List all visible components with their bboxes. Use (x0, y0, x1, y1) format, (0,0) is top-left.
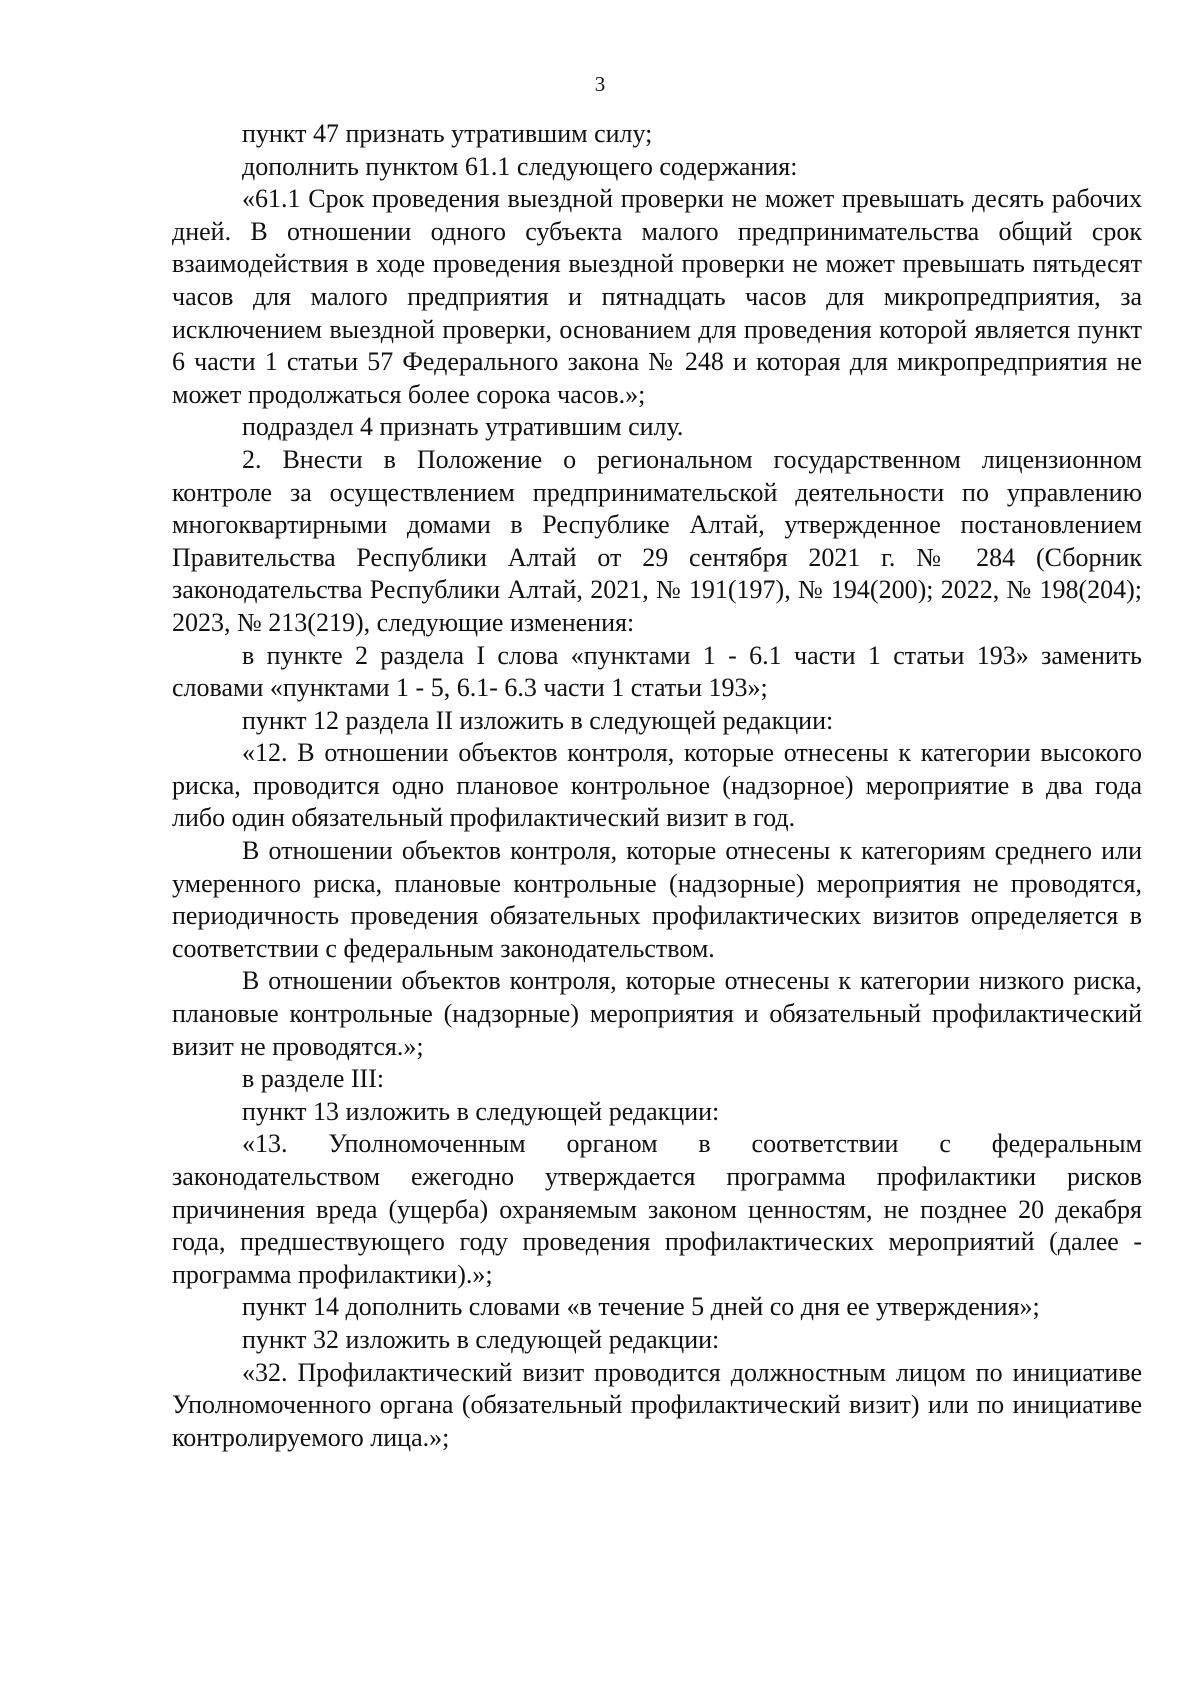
paragraph-item-32-intro: пункт 32 изложить в следующей редакции: (242, 1324, 720, 1354)
paragraph-item-12-medium-risk: В отношении объектов контроля, которые отнесены к категориям среднего или умеренного риска, плановые контрольные (надзорные) мероприятия не проводятся, периодичность проведения обязательных профилактических визитов определяется в соответствии с федеральным законодательством. (172, 836, 1142, 963)
paragraph-item-13-intro: пункт 13 изложить в следующей редакции: (242, 1096, 720, 1126)
paragraph-item-2-section-1: в пункте 2 раздела I слова «пунктами 1 - 6.1 части 1 статьи 193» заменить словами «пунктами 1 - 5, 6.1- 6.3 части 1 статьи 193»; (172, 640, 1142, 703)
page-number: 3 (594, 72, 606, 96)
paragraph-item-12-low-risk: В отношении объектов контроля, которые отнесены к категории низкого риска, плановые контрольные (надзорные) мероприятия и обязательный профилактический визит не проводятся.»; (172, 966, 1142, 1061)
paragraph-item-61-1-text: «61.1 Срок проведения выездной проверки не может превышать десять рабочих дней. В отношении одного субъекта малого предпринимательства общий срок взаимодействия в ходе проведения выездной проверки не может превышать пятьдесят часов для малого предприятия и пятнадцать часов для микропредприятия, за исключением выездной проверки, основанием для проведения которой является пункт 6 части 1 статьи 57 Федерального закона № 248 и которая для микропредприятия не может продолжаться более сорока часов.»; (172, 184, 1142, 409)
paragraph-item-12-high-risk: «12. В отношении объектов контроля, которые отнесены к категории высокого риска, проводится одно плановое контрольное (надзорное) мероприятие в два года либо один обязательный профилактический визит в год. (172, 738, 1142, 833)
paragraph-section-2-amendments: 2. Внести в Положение о региональном государственном лицензионном контроле за осуществлением предпринимательской деятельности по управлению многоквартирными домами в Республике Алтай, утвержденное постановлением Правительства Республики Алтай от 29 сентября 2021 г. № 284 (Сборник законодательства Республики Алтай, 2021, № 191(197), № 194(200); 2022, № 198(204); 2023, № 213(219), следующие изменения: (172, 444, 1142, 637)
paragraph-item-14: пункт 14 дополнить словами «в течение 5 дней со дня ее утверждения»; (242, 1292, 1040, 1322)
paragraph-section-3: в разделе III: (242, 1064, 385, 1094)
paragraph-add-item-61-1: дополнить пунктом 61.1 следующего содержания: (242, 151, 798, 181)
paragraph-item-47-repeal: пункт 47 признать утратившим силу; (242, 119, 653, 148)
paragraph-subsection-4-repeal: подраздел 4 признать утратившим силу. (242, 412, 684, 442)
document-body (172, 118, 1142, 1454)
paragraph-item-32-text: «32. Профилактический визит проводится должностным лицом по инициативе Уполномоченного органа (обязательный профилактический визит) или по инициативе контролируемого лица.»; (172, 1357, 1142, 1452)
paragraph-item-12-intro: пункт 12 раздела II изложить в следующей редакции: (242, 705, 834, 735)
paragraph-item-13-text: «13. Уполномоченным органом в соответствии с федеральным законодательством ежегодно утверждается программа профилактики рисков причинения вреда (ущерба) охраняемым законом ценностям, не позднее 20 декабря года, предшествующего году проведения профилактических мероприятий (далее - программа профилактики).»; (172, 1129, 1142, 1289)
